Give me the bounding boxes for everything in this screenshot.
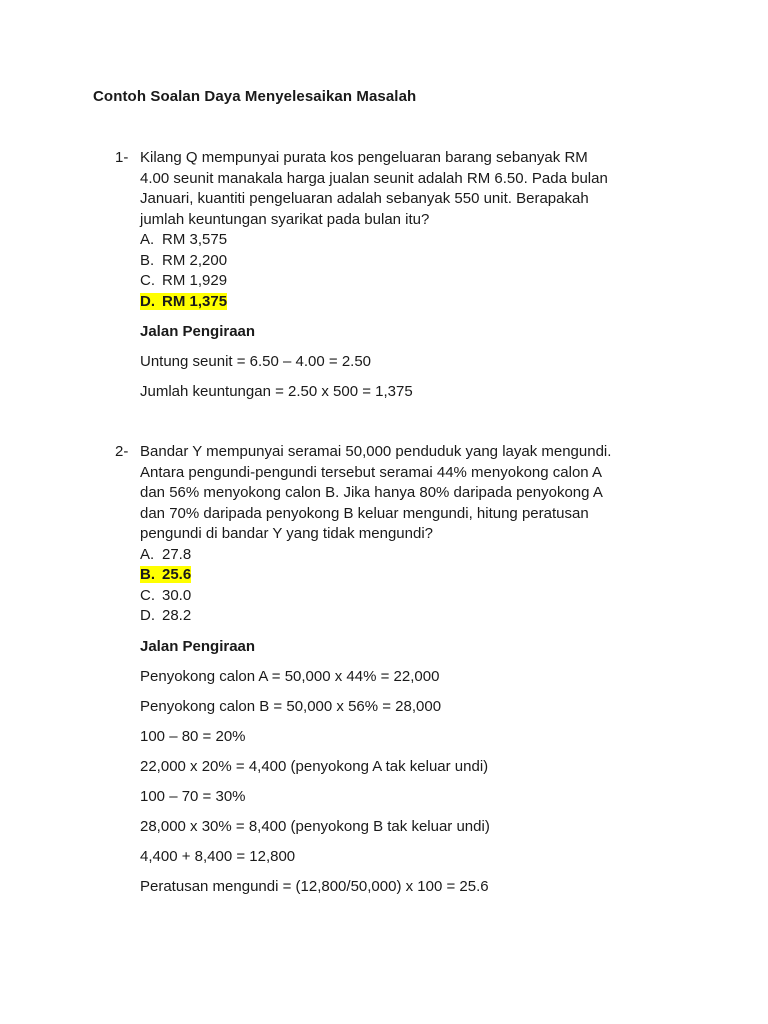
page-title: Contoh Soalan Daya Menyelesaikan Masalah (93, 88, 417, 105)
question-body (140, 148, 685, 402)
question-text-line: dan 70% daripada penyokong B keluar mengundi, hitung peratusan (140, 504, 589, 522)
option-letter: D. (140, 607, 155, 624)
question-number: 2- (115, 443, 129, 460)
question-text-line: Bandar Y mempunyai seramai 50,000 penduduk yang layak mengundi. (140, 443, 612, 460)
calculation-line: 100 – 70 = 30% (140, 787, 246, 805)
question-text-line: Kilang Q mempunyai purata kos pengeluaran barang sebanyak RM (140, 149, 588, 166)
option-letter: B. (140, 566, 155, 583)
answer-highlight (140, 566, 191, 583)
option-text: 30.0 (162, 586, 192, 604)
option-text: 28.2 (162, 607, 192, 624)
option-text: RM 2,200 (162, 251, 228, 269)
calculation-heading: Jalan Pengiraan (140, 323, 256, 340)
option-text: 27.8 (162, 545, 192, 563)
option-letter: B. (140, 251, 155, 269)
option-d (140, 606, 685, 627)
option-letter: A. (140, 545, 155, 563)
calculation-line: 22,000 x 20% = 4,400 (penyokong A tak keluar undi) (140, 757, 489, 775)
question-text-line: pengundi di bandar Y yang tidak mengundi? (140, 525, 434, 542)
option-d-correct (140, 292, 685, 313)
calculation-line: Penyokong calon A = 50,000 x 44% = 22,000 (140, 667, 440, 685)
option-a (140, 545, 685, 566)
question-text-line: Antara pengundi-pengundi tersebut seramai 44% menyokong calon A (140, 463, 602, 481)
answer-highlight (140, 293, 227, 310)
question-body (140, 442, 685, 897)
option-c (140, 271, 685, 292)
option-letter: C. (140, 272, 155, 289)
option-text: RM 3,575 (162, 231, 228, 248)
option-text: 25.6 (162, 566, 192, 583)
option-text: RM 1,929 (162, 272, 228, 289)
calculation-line: 4,400 + 8,400 = 12,800 (140, 847, 296, 865)
option-letter: C. (140, 586, 155, 604)
question-text-line: dan 56% menyokong calon B. Jika hanya 80% daripada penyokong A (140, 484, 603, 501)
question-number: 1- (115, 149, 129, 166)
calculation-line: Penyokong calon B = 50,000 x 56% = 28,000 (140, 697, 442, 715)
question-text-line: 4.00 seunit manakala harga jualan seunit adalah RM 6.50. Pada bulan (140, 169, 608, 187)
option-c (140, 586, 685, 607)
option-letter: D. (140, 292, 155, 310)
calculation-line: Jumlah keuntungan = 2.50 x 500 = 1,375 (140, 383, 413, 400)
option-letter: A. (140, 231, 155, 248)
calculation-line: 100 – 80 = 20% (140, 727, 246, 745)
calculation-line: Peratusan mengundi = (12,800/50,000) x 100 = 25.6 (140, 877, 489, 895)
option-b-correct (140, 565, 685, 586)
calculation-line: 28,000 x 30% = 8,400 (penyokong B tak keluar undi) (140, 817, 490, 835)
option-b (140, 251, 685, 272)
option-text: RM 1,375 (162, 292, 228, 310)
calculation-heading: Jalan Pengiraan (140, 637, 256, 655)
question-text-line: jumlah keuntungan syarikat pada bulan itu? (140, 210, 430, 228)
option-a (140, 230, 685, 251)
question-text-line: Januari, kuantiti pengeluaran adalah sebanyak 550 unit. Berapakah (140, 190, 589, 207)
calculation-line: Untung seunit = 6.50 – 4.00 = 2.50 (140, 353, 372, 370)
